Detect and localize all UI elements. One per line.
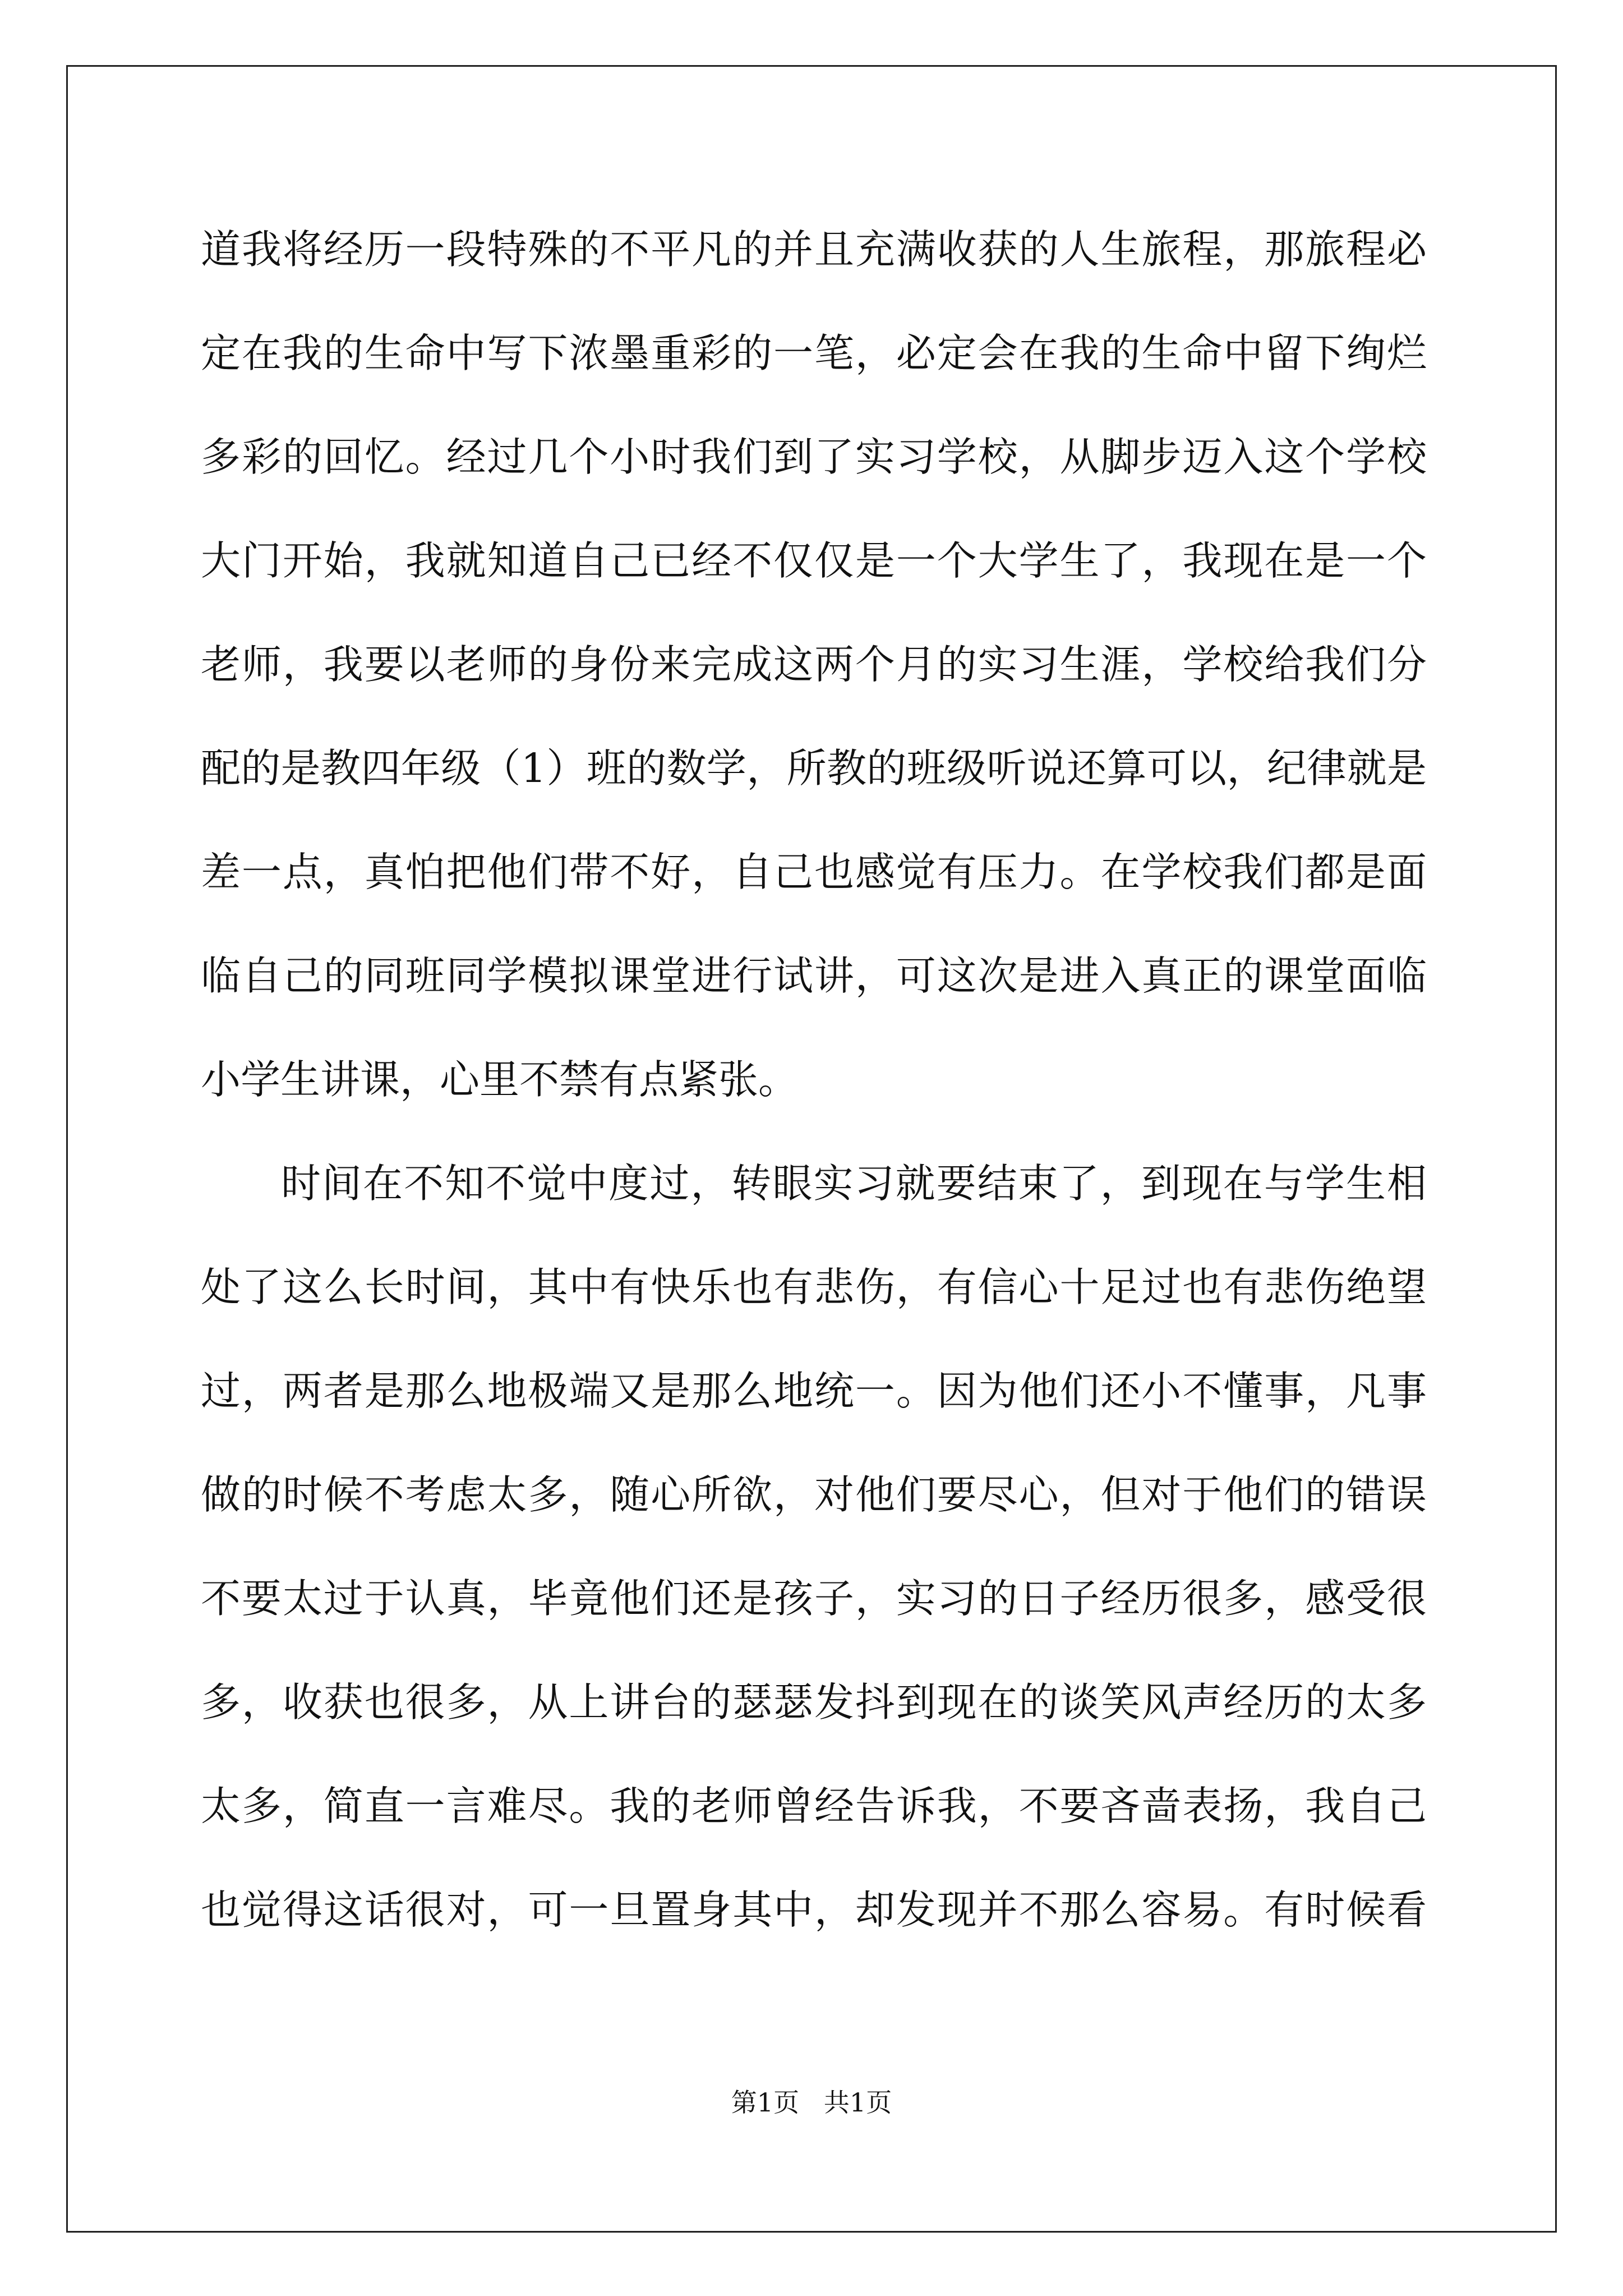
- text-line: 老师，我要以老师的身份来完成这两个月的实习生涯，学校给我们分: [201, 641, 1427, 688]
- text-line: 太多，简直一言难尽。我的老师曾经告诉我，不要吝啬表扬，我自己: [201, 1783, 1427, 1829]
- text-line: 处了这么长时间，其中有快乐也有悲伤，有信心十足过也有悲伤绝望: [201, 1264, 1427, 1310]
- text-line: 道我将经历一段特殊的不平凡的并且充满收获的人生旅程，那旅程必: [201, 226, 1427, 273]
- text-line: 也觉得这话很对，可一旦置身其中，却发现并不那么容易。有时候看: [201, 1887, 1427, 1933]
- paragraph-first-line: 时间在不知不觉中度过，转眼实习就要结束了，到现在与学生相: [281, 1160, 1427, 1207]
- text-line: 不要太过于认真，毕竟他们还是孩子，实习的日子经历很多，感受很: [201, 1575, 1427, 1622]
- text-line: 定在我的生命中写下浓墨重彩的一笔，必定会在我的生命中留下绚烂: [201, 330, 1427, 376]
- text-line: 小学生讲课，心里不禁有点紧张。: [201, 1056, 799, 1103]
- text-line: 差一点，真怕把他们带不好，自己也感觉有压力。在学校我们都是面: [201, 849, 1427, 895]
- page-footer: 第1页 共1页: [731, 2087, 892, 2118]
- text-line: 配的是教四年级（1）班的数学，所教的班级听说还算可以，纪律就是: [201, 745, 1427, 792]
- text-line: 过，两者是那么地极端又是那么地统一。因为他们还小不懂事，凡事: [201, 1368, 1427, 1414]
- text-line: 多，收获也很多，从上讲台的瑟瑟发抖到现在的谈笑风声经历的太多: [201, 1679, 1427, 1726]
- text-line: 临自己的同班同学模拟课堂进行试讲，可这次是进入真正的课堂面临: [201, 953, 1427, 999]
- text-line: 做的时候不考虑太多，随心所欲，对他们要尽心，但对于他们的错误: [201, 1471, 1427, 1518]
- text-line: 大门开始，我就知道自己已经不仅仅是一个大学生了，我现在是一个: [201, 537, 1427, 584]
- text-line: 多彩的回忆。经过几个小时我们到了实习学校，从脚步迈入这个学校: [201, 434, 1427, 480]
